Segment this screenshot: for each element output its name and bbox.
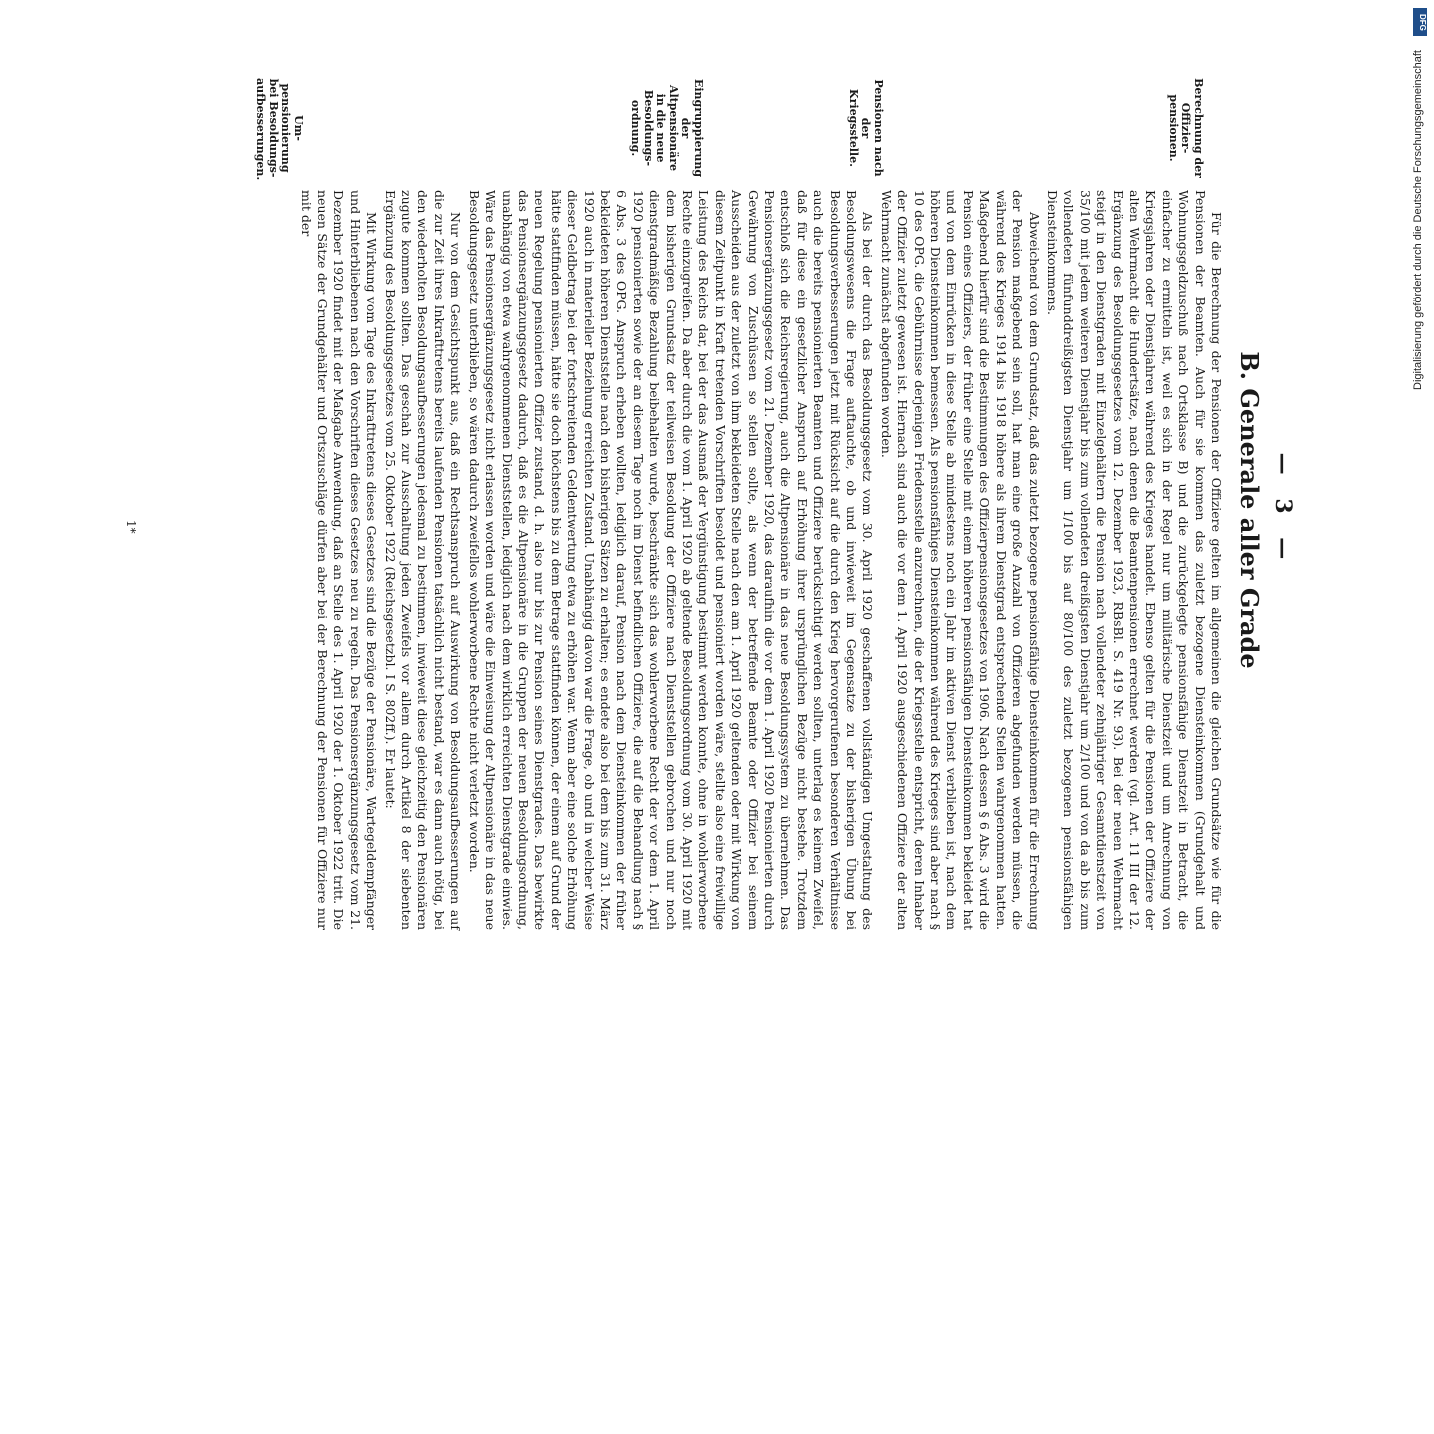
margin-note: Pensionen nach der Kriegsstelle. — [847, 79, 885, 177]
dfg-logo-icon: DFG — [1413, 8, 1427, 36]
paragraph: Als bei der durch das Besoldungsgesetz vom 30. April 1920 geschaffenen vollständigen Umgestaltung des Besoldungswesens die Frage auftauchte, ob und inwieweit im Gegensatze zu der bisherigen Übung bei Besoldungsverbesserungen jetzt mit Rücksicht auf die durch den Krieg hervorgerufenen besonderen Verhältnisse auch die bereits pensionierten Beamten und Offiziere berücksichtigt werden sollten, unterlag es keinem Zweifel, daß für diese ein gesetzlicher Anspruch auf Erhöhung ihrer ursprünglichen Bezüge nicht bestehe. Trotzdem entschloß sich die Reichsregierung, auch die Altpensionäre in das neue Besoldungssystem zu übernehmen. Das Pensionsergänzungsgesetz vom 21. Dezember 1920, das daraufhin die vor dem 1. April 1920 Pensionierten durch Gewährung von Zuschüssen so stellen sollte, als wenn der betreffende Beamte oder Offizier bei seinem Ausscheiden aus der zuletzt von ihm bekleideten Stelle nach den am 1. April 1920 geltenden oder mit Wirkung von diesem Zeitpunkt in Kraft tretenden Vorschriften besoldet und pensioniert worden wäre, stellte also eine freiwillige Leistung des Reichs dar, bei der das Ausmaß der Vergünstigung bestimmt werden konnte, ohne in wohlerworbene Rechte einzugreifen. Da aber durch die vom 1. April 1920 ab geltende Besoldungsordnung vom 30. April 1920 mit dem bisherigen Grundsatz der teilweisen Besoldung der Offiziere nach Dienststellen gebrochen und nur noch dienstgradmäßige Bezahlung beibehalten wurde, beschränkte sich das wohlerworbene Recht der vor dem 1. April 1920 pensionierten sowie der an diesem Tage noch im Dienst befindlichen Offiziere, die auf die Behandlung nach § 6 Abs. 3 des OPG. Anspruch erheben wollten, lediglich darauf, Pension nach dem Diensteinkommen der früher bekleideten höheren Dienststelle nach den bisherigen Sätzen zu erhalten; es endete also bei dem bis zum 31. März 1920 auch in materieller Beziehung erreichten Zustand. Unabhängig davon war die Frage, ob und in welcher Weise dieser Geldbetrag bei der fortschreitenden Geldentwertung etwa zu erhöhen war. Wenn aber eine solche Erhöhung hätte stattfinden müssen, hätte sie doch höchstens bis zu dem Betrage stattfinden können, der einem auf Grund der neuen Regelung pensionierten Offizier zustand, d. h. also nur bis zur Pension seines Dienstgrades. Das bewirkte das Pensionsergänzungsgesetz dadurch, daß es die Altpensionäre in die Gruppen der neuen Besoldungsordnung, unabhängig von etwa wahrgenommenen Dienststellen, lediglich nach dem wirklich erreichten Dienstgrade einwies. Wäre das Pensionsergänzungsgesetz nicht erlassen worden und wäre die Einweisung der Altpensionäre in das neue Besoldungsgesetz unterblieben, so wären dadurch zweifellos wohlerworbene Rechte nicht verletzt worden. — [466, 190, 876, 930]
dfg-credit-strip — [1410, 0, 1434, 1000]
paragraph: Mit Wirkung vom Tage des Inkrafttretens dieses Gesetzes sind die Bezüge der Pensionäre, Wartegeldempfänger und Hinterbliebenen nach den Vorschriften dieses Gesetzes neu zu regeln. Das Pensionsergänzungsgesetz vom 21. Dezember 1920 findet mit der Maßgabe Anwendung, daß an Stelle des 1. April 1920 der 1. Oktober 1922 tritt. Die neuen Sätze der Grundgehälter und Ortszuschläge dürfen aber bei der Berechnung der Pensionen für Offiziere nur mit der — [298, 190, 380, 930]
margin-notes — [124, 60, 1304, 190]
dfg-credit-text: Digitalisierung gefördert durch die Deutsche Forschungsgemeinschaft — [1412, 50, 1424, 390]
margin-note: Eingruppierung der Altpensionäre in die neue Besoldungs-ordnung. — [629, 78, 705, 178]
margin-note: Um-pensionierung bei Besoldungs-aufbesserungen. — [254, 78, 305, 181]
body-text — [295, 190, 1224, 930]
section-heading: B. Generale aller Grade — [1235, 351, 1264, 669]
signature-mark: 1* — [124, 520, 138, 534]
page-number: — 3 — — [1270, 452, 1296, 568]
paragraph: Für die Berechnung der Pensionen der Offiziere gelten im allgemeinen die gleichen Grundsätze wie für die Pensionen der Beamten. Auch für sie kommen das zuletzt bezogene Diensteinkommen (Grundgehalt und Wohnungsgeldzuschuß nach Ortsklasse B) und die zurückgelegte pensionsfähige Dienstzeit in Betracht, die einfacher zu ermitteln ist, weil es sich in der Regel nur um militärische Dienstzeit und um Anrechnung von Kriegsjahren oder Dienstjahren während des Krieges handelt. Ebenso gelten für die Pensionen der Offiziere der alten Wehrmacht die Hundertsätze, nach denen die Beamtenpensionen errechnet werden (vgl. Art. 11 III der 12. Ergänzung des Besoldungsgesetzes vom 12. Dezember 1923, RBsBl. S. 419 Nr. 93). Bei der neuen Wehrmacht steigt in den Dienstgraden mit Einzelgehältern die Pension nach vollendeter zehnjähriger Gesamtdienstzeit von 35/100 mit jedem weiteren Dienstjahr bis zum vollendeten dreißigsten Dienstjahr um 2/100 und von da ab bis zum vollendeten fünfunddreißigsten Dienstjahr um 1/100 bis auf 80/100 des zuletzt bezogenen pensionsfähigen Diensteinkommens. — [1044, 190, 1224, 930]
paragraph: Nur von dem Gesichtspunkt aus, daß ein Rechtsanspruch auf Auswirkung von Besoldungsaufbesserungen auf die zur Zeit ihres Inkrafttretens bereits laufenden Pensionen tatsächlich nicht bestand, war es dann auch nötig, bei den wiederholten Besoldungsaufbesserungen jedesmal zu bestimmen, inwieweit diese gleichzeitig den Pensionären zugute kommen sollten. Das geschah zur Ausschaltung jeden Zweifels vor allem durch Artikel 8 der siebenten Ergänzung des Besoldungsgesetzes vom 25. Oktober 1922 (Reichsgesetzbl. I S. 802ff.). Er lautet: — [382, 190, 464, 930]
rotated-page-content — [124, 60, 1304, 960]
margin-note: Berechnung der Offizier-pensionen. — [1167, 78, 1205, 178]
paragraph: Abweichend von dem Grundsatz, daß das zuletzt bezogene pensionsfähige Diensteinkommen für die Errechnung der Pension maßgebend sein soll, hat man eine große Anzahl von Offizieren abgefunden werden müssen, die während des Krieges 1914 bis 1918 höhere als ihrem Dienstgrad entsprechende Stellen wahrgenommen hatten. Maßgebend hierfür sind die Bestimmungen des Offizierpensionsgesetzes von 1906. Nach dessen § 6 Abs. 3 wird die Pension eines Offiziers, der früher eine Stelle mit einem höheren pensionsfähigen Diensteinkommen bekleidet hat und von dem Einrücken in diese Stelle ab mindestens noch ein Jahr im aktiven Dienst verblieben ist, nach dem höheren Diensteinkommen bemessen. Als pensionsfähiges Diensteinkommen während des Krieges sind aber nach § 10 des OPG. die Gebührnisse derjenigen Friedensstelle anzurechnen, die der Kriegsstelle entspricht, deren Inhaber der Offizier zuletzt gewesen ist. Hiernach sind auch die vor dem 1. April 1920 ausgeschiedenen Offiziere der alten Wehrmacht zunächst abgefunden worden. — [878, 190, 1042, 930]
